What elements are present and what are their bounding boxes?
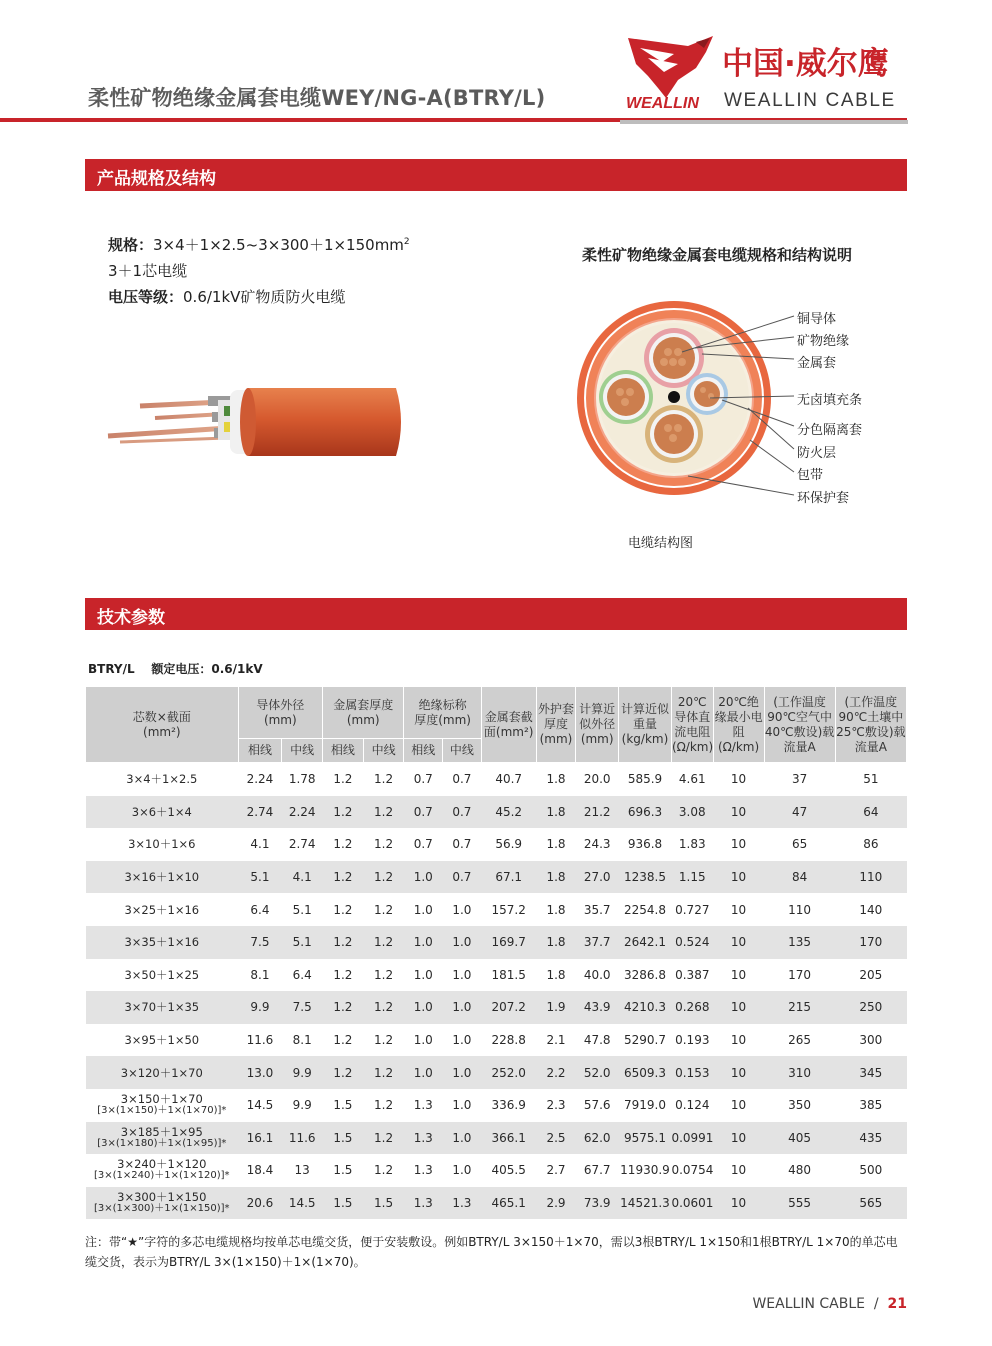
cell-i1: 1.0 xyxy=(404,1056,443,1089)
footer-separator: / xyxy=(873,1296,879,1312)
cell-weight: 585.9 xyxy=(627,772,663,787)
cell-res: 1.15 xyxy=(671,861,713,894)
cell-c2: 8.1 xyxy=(292,1033,312,1048)
cell-spec: 3×6＋1×4 xyxy=(86,796,239,829)
cell-s2: 1.2 xyxy=(363,1056,404,1089)
table-row xyxy=(86,1154,907,1187)
cell-s1: 1.2 xyxy=(323,796,364,829)
cell-res: 0.524 xyxy=(671,926,713,959)
cell-c1: 20.6 xyxy=(238,1187,282,1220)
cell-i2: 1.0 xyxy=(443,1056,482,1089)
cell-spec: 3×150＋1×70 [3×(1×150)＋1×(1×70)]* xyxy=(97,1092,227,1117)
cell-weight: 1238.5 xyxy=(619,861,672,894)
cell-s2: 1.2 xyxy=(363,991,404,1024)
cell-s1: 1.2 xyxy=(323,861,364,894)
page-title: 柔性矿物绝缘金属套电缆WEY/NG-A(BTRY/L) xyxy=(88,86,546,110)
cell-i2: 1.0 xyxy=(443,991,482,1024)
table-row xyxy=(86,1089,907,1122)
cell-res: 0.193 xyxy=(675,1033,710,1048)
cell-c1: 16.1 xyxy=(238,1122,282,1155)
cell-soil: 250 xyxy=(835,991,906,1024)
footer-brand: WEALLIN CABLE xyxy=(752,1296,865,1312)
layer-label-conductor: 铜导体 xyxy=(797,312,837,327)
layer-label-filler: 无卤填充条 xyxy=(797,393,863,408)
cell-s2: 1.2 xyxy=(363,926,404,959)
cell-dia: 43.9 xyxy=(576,991,619,1024)
col-header-outer-diameter: 计算近似外径(mm) xyxy=(576,687,619,763)
cell-c1: 8.1 xyxy=(250,967,270,982)
voltage-label: 电压等级： xyxy=(108,288,184,306)
cell-soil: 110 xyxy=(835,861,906,894)
cell-area: 366.1 xyxy=(481,1122,536,1155)
table-row xyxy=(86,828,907,861)
cell-ins: 10 xyxy=(713,991,764,1024)
cell-outer: 1.8 xyxy=(536,926,576,959)
cell-s2: 1.5 xyxy=(363,1187,404,1220)
cell-ins: 10 xyxy=(713,926,764,959)
layer-label-jacket: 环保护套 xyxy=(797,491,850,506)
table-row xyxy=(86,861,907,894)
col-header-sheath-area: 金属套截面(mm²) xyxy=(481,687,536,763)
cell-s1: 1.2 xyxy=(333,902,353,917)
cell-air: 47 xyxy=(764,796,835,829)
table-row xyxy=(86,763,907,796)
cell-i2: 1.0 xyxy=(452,967,472,982)
cell-outer: 1.9 xyxy=(536,991,576,1024)
cell-ins: 10 xyxy=(713,1122,764,1155)
cell-c1: 2.74 xyxy=(238,796,282,829)
table-row xyxy=(86,796,907,829)
cell-ins: 10 xyxy=(713,1187,764,1220)
cell-outer: 1.8 xyxy=(536,796,576,829)
cell-s1: 1.2 xyxy=(323,1056,364,1089)
brand-cn: 中国·威尔鹰 xyxy=(722,46,889,82)
cell-outer: 2.3 xyxy=(546,1098,566,1113)
model-name: BTRY/L xyxy=(88,662,135,676)
col-header-outer-thickness: 外护套厚度(mm) xyxy=(536,687,576,763)
cell-weight: 5290.7 xyxy=(623,1033,666,1048)
cell-res: 0.0601 xyxy=(671,1187,713,1220)
cell-soil: 64 xyxy=(835,796,906,829)
cell-c2: 1.78 xyxy=(288,772,316,787)
col-header-current-air: (工作温度90℃空气中40℃敷设)载流量A xyxy=(764,687,835,763)
cell-res: 0.0754 xyxy=(671,1163,714,1178)
cell-c1: 9.9 xyxy=(238,991,282,1024)
cell-dia: 62.0 xyxy=(576,1122,619,1155)
cell-res: 0.387 xyxy=(675,967,710,982)
cell-dia: 47.8 xyxy=(583,1033,611,1048)
cell-s1: 1.5 xyxy=(333,1098,353,1113)
cell-i2: 0.7 xyxy=(443,796,482,829)
cell-s2: 1.2 xyxy=(363,1122,404,1155)
cell-spec: 3×95＋1×50 xyxy=(124,1033,200,1048)
cell-i1: 1.0 xyxy=(413,902,433,917)
page-footer xyxy=(752,1296,907,1312)
cell-spec: 3×16＋1×10 xyxy=(86,861,239,894)
cell-c1: 11.6 xyxy=(246,1033,274,1048)
cell-i2: 1.0 xyxy=(452,1098,472,1113)
cell-dia: 67.7 xyxy=(583,1163,611,1178)
cell-c2: 11.6 xyxy=(282,1122,323,1155)
cell-c2: 2.74 xyxy=(288,837,316,852)
cell-res: 3.08 xyxy=(671,796,713,829)
cell-ins: 10 xyxy=(730,837,747,852)
brand-en: WEALLIN CABLE xyxy=(724,90,896,111)
col-header-weight: 计算近似重量(kg/km) xyxy=(619,687,672,763)
cell-spec: 3×120＋1×70 xyxy=(86,1056,239,1089)
cell-i2: 1.0 xyxy=(452,1033,472,1048)
core-bottom xyxy=(645,405,703,463)
table-note: 注：带“★”字符的多芯电缆规格均按单芯电缆交货，便于安装敷设。例如BTRY/L 3×150＋1×70，需以3根BTRY/L 1×150和1根BTRY/L 1×70的单芯电缆交货，表示为BTRY/L 3×(1×150)＋1×(1×70)。 xyxy=(85,1235,898,1269)
table-row xyxy=(86,991,907,1024)
cell-dia: 35.7 xyxy=(583,902,611,917)
cell-weight: 3286.8 xyxy=(623,967,666,982)
cell-s1: 1.2 xyxy=(333,837,353,852)
cell-area: 157.2 xyxy=(491,902,526,917)
table-row xyxy=(86,1056,907,1089)
cell-c2: 4.1 xyxy=(282,861,323,894)
cell-res: 0.153 xyxy=(671,1056,713,1089)
cell-area: 465.1 xyxy=(481,1187,536,1220)
cell-area: 252.0 xyxy=(481,1056,536,1089)
cell-i1: 1.3 xyxy=(404,1122,443,1155)
parameter-table xyxy=(85,686,907,1219)
cell-ins: 10 xyxy=(713,861,764,894)
cell-res: 0.727 xyxy=(675,902,710,917)
layer-label-tape: 包带 xyxy=(797,468,824,483)
cell-c1: 13.0 xyxy=(238,1056,282,1089)
cell-ins: 10 xyxy=(730,967,747,982)
cell-area: 169.7 xyxy=(481,926,536,959)
spec-label: 规格： xyxy=(108,236,154,254)
brand-logo xyxy=(618,28,918,114)
cell-air: 65 xyxy=(791,837,808,852)
cell-soil: 435 xyxy=(835,1122,906,1155)
section-header-spec xyxy=(85,159,907,191)
cell-c2: 5.1 xyxy=(292,902,312,917)
col-header-current-soil: (工作温度90℃土壤中25℃敷设)载流量A xyxy=(835,687,906,763)
cell-i1: 1.0 xyxy=(413,1033,433,1048)
cell-spec: 3×240＋1×120 [3×(1×240)＋1×(1×120)]* xyxy=(94,1157,230,1182)
cell-outer: 2.5 xyxy=(536,1122,576,1155)
cell-weight: 9575.1 xyxy=(619,1122,672,1155)
cell-weight: 6509.3 xyxy=(619,1056,672,1089)
table-row xyxy=(86,1024,907,1057)
cell-s2: 1.2 xyxy=(374,967,394,982)
cell-s1: 1.5 xyxy=(323,1122,364,1155)
cell-spec: 3×35＋1×16 xyxy=(86,926,239,959)
cell-s1: 1.5 xyxy=(323,1187,364,1220)
rated-voltage: 额定电压：0.6/1kV xyxy=(151,662,263,676)
cell-s2: 1.2 xyxy=(374,837,394,852)
cell-outer: 1.8 xyxy=(536,861,576,894)
cell-dia: 37.7 xyxy=(576,926,619,959)
cell-s1: 1.2 xyxy=(333,772,353,787)
diagram-title: 柔性矿物绝缘金属套电缆规格和结构说明 xyxy=(582,246,853,264)
header-rule-accent xyxy=(620,120,908,124)
cell-weight: 4210.3 xyxy=(619,991,672,1024)
cell-s1: 1.5 xyxy=(333,1163,353,1178)
cell-i1: 0.7 xyxy=(413,837,433,852)
cell-i2: 0.7 xyxy=(452,837,472,852)
cell-s2: 1.2 xyxy=(363,861,404,894)
logo-wordmark: WEALLIN xyxy=(626,95,699,112)
cell-air: 310 xyxy=(764,1056,835,1089)
cell-outer: 1.8 xyxy=(546,967,566,982)
subheader-neutral: 中线 xyxy=(282,739,323,763)
cell-spec: 3×185＋1×95 [3×(1×180)＋1×(1×95)]* xyxy=(86,1122,239,1155)
cell-s1: 1.2 xyxy=(333,967,353,982)
cell-ins: 10 xyxy=(713,1056,764,1089)
cell-outer: 1.8 xyxy=(546,837,566,852)
spec-unit-sup: 2 xyxy=(403,237,410,247)
cell-weight: 2642.1 xyxy=(619,926,672,959)
cell-c2: 6.4 xyxy=(292,967,312,982)
cell-spec: 3×70＋1×35 xyxy=(86,991,239,1024)
cell-area: 56.9 xyxy=(495,837,523,852)
subheader-phase: 相线 xyxy=(404,739,443,763)
cell-spec: 3×50＋1×25 xyxy=(124,967,200,982)
cell-weight: 2254.8 xyxy=(623,902,666,917)
cell-dia: 24.3 xyxy=(583,837,611,852)
cell-weight: 696.3 xyxy=(619,796,672,829)
cell-spec: 3×10＋1×6 xyxy=(128,837,196,852)
cell-c1: 18.4 xyxy=(246,1163,274,1178)
cell-c2: 7.5 xyxy=(282,991,323,1024)
cell-i1: 1.3 xyxy=(413,1098,433,1113)
copper-strands xyxy=(108,402,228,442)
section-title: 产品规格及结构 xyxy=(97,169,216,189)
cell-s1: 1.2 xyxy=(333,1033,353,1048)
cell-soil: 170 xyxy=(835,926,906,959)
cell-dia: 52.0 xyxy=(576,1056,619,1089)
layer-label-sheath: 金属套 xyxy=(797,356,837,371)
cell-dia: 40.0 xyxy=(583,967,611,982)
cell-i2: 0.7 xyxy=(452,772,472,787)
cell-air: 350 xyxy=(788,1098,812,1113)
cell-outer: 2.7 xyxy=(546,1163,566,1178)
col-header-sheath-thickness: 金属套厚度 (mm) xyxy=(323,687,404,739)
table-row xyxy=(86,926,907,959)
cell-air: 110 xyxy=(788,902,812,917)
cell-c2: 5.1 xyxy=(282,926,323,959)
cell-s1: 1.2 xyxy=(323,926,364,959)
cell-res: 0.268 xyxy=(671,991,713,1024)
cell-c1: 4.1 xyxy=(250,837,270,852)
cell-area: 181.5 xyxy=(491,967,526,982)
cell-i1: 1.0 xyxy=(404,861,443,894)
cell-spec: 3×4＋1×2.5 xyxy=(126,772,198,787)
section-title: 技术参数 xyxy=(97,608,165,628)
subheader-neutral: 中线 xyxy=(443,739,482,763)
cell-air: 170 xyxy=(788,967,812,982)
voltage-value: 0.6/1kV矿物质防火电缆 xyxy=(183,288,346,306)
cell-dia: 27.0 xyxy=(576,861,619,894)
cell-dia: 57.6 xyxy=(583,1098,611,1113)
cell-s2: 1.2 xyxy=(374,1163,394,1178)
cell-ins: 10 xyxy=(730,772,747,787)
cell-i1: 1.0 xyxy=(404,991,443,1024)
cable-photo xyxy=(100,372,410,472)
cell-outer: 2.9 xyxy=(536,1187,576,1220)
diagram-caption: 电缆结构图 xyxy=(628,536,694,551)
cell-soil: 565 xyxy=(835,1187,906,1220)
cell-weight: 11930.9 xyxy=(620,1163,670,1178)
cell-i2: 1.0 xyxy=(443,926,482,959)
cell-air: 215 xyxy=(764,991,835,1024)
cell-dia: 21.2 xyxy=(576,796,619,829)
cell-i1: 1.3 xyxy=(413,1163,433,1178)
cell-c2: 9.9 xyxy=(292,1098,312,1113)
cell-dia: 73.9 xyxy=(576,1187,619,1220)
cell-c1: 7.5 xyxy=(238,926,282,959)
cell-area: 405.5 xyxy=(491,1163,526,1178)
spec-value: 3×4＋1×2.5~3×300＋1×150mm xyxy=(153,236,404,254)
cell-res: 4.61 xyxy=(678,772,706,787)
table-row xyxy=(86,1122,907,1155)
cell-soil: 500 xyxy=(859,1163,883,1178)
cell-soil: 345 xyxy=(835,1056,906,1089)
col-header-spec: 芯数×截面 (mm²) xyxy=(86,687,239,763)
cell-area: 207.2 xyxy=(481,991,536,1024)
cell-ins: 10 xyxy=(730,1163,747,1178)
cell-area: 228.8 xyxy=(491,1033,526,1048)
cell-area: 336.9 xyxy=(491,1098,526,1113)
cell-i1: 0.7 xyxy=(413,772,433,787)
cell-weight: 7919.0 xyxy=(623,1098,666,1113)
cell-c2: 9.9 xyxy=(282,1056,323,1089)
cell-c2: 2.24 xyxy=(282,796,323,829)
cell-s2: 1.2 xyxy=(374,1033,394,1048)
cell-soil: 205 xyxy=(859,967,883,982)
cell-air: 405 xyxy=(764,1122,835,1155)
cell-outer: 1.8 xyxy=(546,902,566,917)
cell-soil: 51 xyxy=(863,772,879,787)
cell-ins: 10 xyxy=(730,1098,747,1113)
cell-c2: 13 xyxy=(294,1163,310,1178)
col-header-insulation-resistance: 20℃绝缘最小电阻(Ω/km) xyxy=(713,687,764,763)
col-header-insulation: 绝缘标称 厚度(mm) xyxy=(404,687,481,739)
cell-res: 1.83 xyxy=(678,837,706,852)
cell-res: 0.0991 xyxy=(671,1122,713,1155)
cell-i1: 1.3 xyxy=(404,1187,443,1220)
cell-weight: 14521.3 xyxy=(619,1187,672,1220)
core-neutral xyxy=(686,373,728,415)
cell-ins: 10 xyxy=(730,902,747,917)
cell-soil: 86 xyxy=(863,837,879,852)
core-type: 3＋1芯电缆 xyxy=(108,262,188,280)
filler-core xyxy=(668,391,680,403)
cell-c1: 5.1 xyxy=(238,861,282,894)
cell-i1: 1.0 xyxy=(413,967,433,982)
cell-i1: 0.7 xyxy=(404,796,443,829)
subheader-phase: 相线 xyxy=(323,739,364,763)
subheader-phase: 相线 xyxy=(238,739,282,763)
cell-soil: 300 xyxy=(859,1033,883,1048)
cell-i1: 1.0 xyxy=(404,926,443,959)
layer-label-fireproof: 防火层 xyxy=(797,446,837,461)
cell-dia: 20.0 xyxy=(583,772,611,787)
col-header-resistance: 20℃导体直流电阻(Ω/km) xyxy=(671,687,713,763)
cell-c1: 14.5 xyxy=(246,1098,274,1113)
cell-air: 84 xyxy=(764,861,835,894)
cell-area: 45.2 xyxy=(481,796,536,829)
cell-area: 40.7 xyxy=(495,772,523,787)
cell-s2: 1.2 xyxy=(374,772,394,787)
cell-outer: 2.1 xyxy=(546,1033,566,1048)
cell-spec: 3×25＋1×16 xyxy=(124,902,200,917)
table-row xyxy=(86,959,907,992)
cell-s2: 1.2 xyxy=(374,902,394,917)
cell-air: 37 xyxy=(791,772,808,787)
cell-ins: 10 xyxy=(730,1033,747,1048)
cell-air: 265 xyxy=(788,1033,812,1048)
page-number: 21 xyxy=(887,1296,907,1312)
core-left xyxy=(599,370,653,424)
cell-s2: 1.2 xyxy=(363,796,404,829)
table-row xyxy=(86,1187,907,1220)
cell-c1: 6.4 xyxy=(250,902,270,917)
cell-i2: 0.7 xyxy=(443,861,482,894)
cell-i2: 1.3 xyxy=(443,1187,482,1220)
cell-soil: 140 xyxy=(859,902,883,917)
col-header-conductor: 导体外径 (mm) xyxy=(238,687,322,739)
cell-i2: 1.0 xyxy=(452,902,472,917)
eagle-icon xyxy=(628,36,713,98)
cell-spec: 3×300＋1×150 [3×(1×300)＋1×(1×150)]* xyxy=(86,1187,239,1220)
cell-air: 135 xyxy=(764,926,835,959)
cell-c1: 2.24 xyxy=(246,772,274,787)
cell-outer: 2.2 xyxy=(536,1056,576,1089)
layer-label-insulation: 矿物绝缘 xyxy=(797,334,850,349)
subheader-neutral: 中线 xyxy=(363,739,404,763)
cell-c2: 14.5 xyxy=(282,1187,323,1220)
cell-outer: 1.8 xyxy=(546,772,566,787)
voltage-line xyxy=(108,286,345,307)
table-row xyxy=(86,893,907,926)
cell-s2: 1.2 xyxy=(374,1098,394,1113)
section-header-params xyxy=(85,598,907,630)
cell-area: 67.1 xyxy=(481,861,536,894)
cell-air: 555 xyxy=(764,1187,835,1220)
cell-s1: 1.2 xyxy=(323,991,364,1024)
cell-ins: 10 xyxy=(713,796,764,829)
layer-label-separator: 分色隔离套 xyxy=(797,423,863,438)
cell-i2: 1.0 xyxy=(452,1163,472,1178)
spec-line xyxy=(108,234,410,255)
cell-air: 480 xyxy=(788,1163,812,1178)
table-caption xyxy=(88,660,263,677)
cell-i2: 1.0 xyxy=(443,1122,482,1155)
cell-weight: 936.8 xyxy=(627,837,663,852)
cell-res: 0.124 xyxy=(675,1098,710,1113)
cell-soil: 385 xyxy=(859,1098,883,1113)
